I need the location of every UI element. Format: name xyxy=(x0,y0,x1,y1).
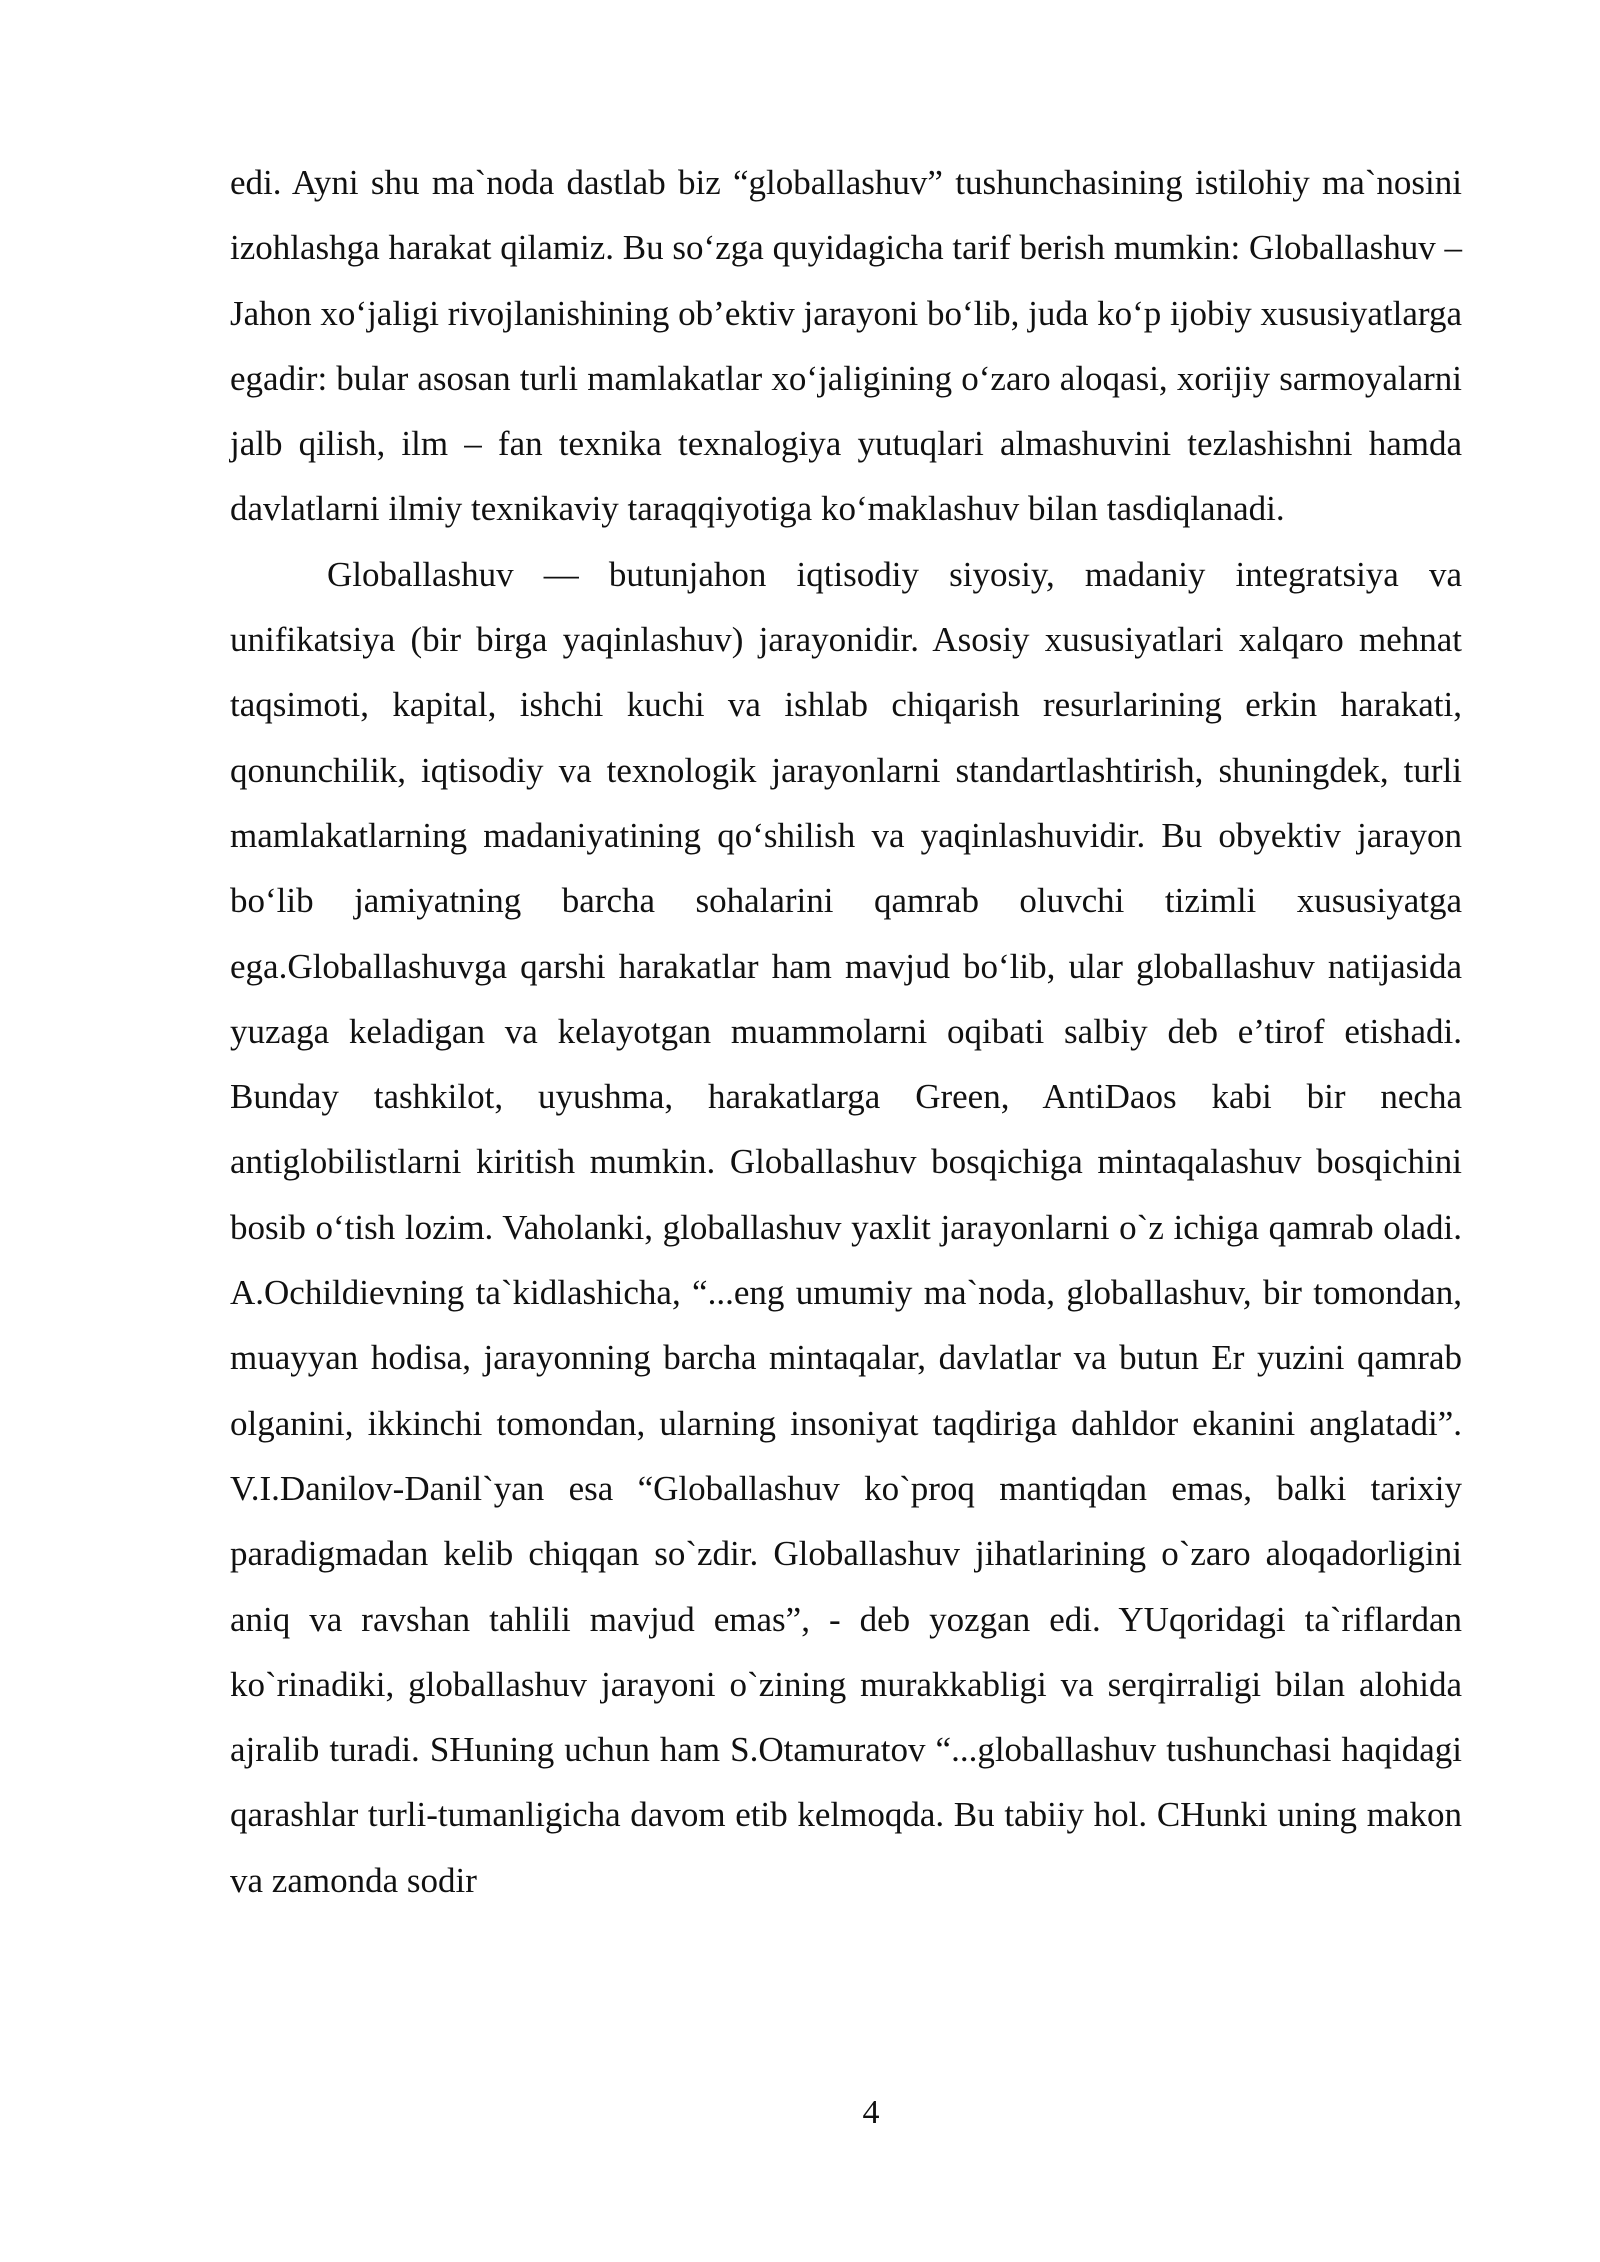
body-text xyxy=(230,150,1462,1913)
paragraph-1: edi. Ayni shu ma`noda dastlab biz “globallashuv” tushunchasining istilohiy ma`nosini izohlashga harakat qilamiz. Bu so‘zga quyidagicha tarif berish mumkin: Globallashuv – Jahon xo‘jaligi rivojlanishining ob’ektiv jarayoni bo‘lib, juda ko‘p ijobiy xususiyatlarga egadir: bular asosan turli mamlakatlar xo‘jaligining o‘zaro aloqasi, xorijiy sarmoyalarni jalb qilish, ilm – fan texnika texnalogiya yutuqlari almashuvini tezlashishni hamda davlatlarni ilmiy texnikaviy taraqqiyotiga ko‘maklashuv bilan tasdiqlanadi. xyxy=(230,163,1462,529)
page-number: 4 xyxy=(862,2094,880,2131)
paragraph-2: Globallashuv — butunjahon iqtisodiy siyosiy, madaniy integratsiya va unifikatsiya (bir birga yaqinlashuv) jarayonidir. Asosiy xususiyatlari xalqaro mehnat taqsimoti, kapital, ishchi kuchi va ishlab chiqarish resurlarining erkin harakati, qonunchilik, iqtisodiy va texnologik jarayonlarni standartlashtirish, shuningdek, turli mamlakatlarning madaniyatining qo‘shilish va yaqinlashuvidir. Bu obyektiv jarayon bo‘lib jamiyatning barcha sohalarini qamrab oluvchi tizimli xususiyatga ega.Globallashuvga qarshi harakatlar ham mavjud bo‘lib, ular globallashuv natijasida yuzaga keladigan va kelayotgan muammolarni oqibati salbiy deb e’tirof etishadi. Bunday tashkilot, uyushma, harakatlarga Green, AntiDaos kabi bir necha antiglobilistlarni kiritish mumkin. Globallashuv bosqichiga mintaqalashuv bosqichini bosib o‘tish lozim. Vaholanki, globallashuv yaxlit jarayonlarni o`z ichiga qamrab oladi. A.Ochildievning ta`kidlashicha, “...eng umumiy ma`noda, globallashuv, bir tomondan, muayyan hodisa, jarayonning barcha mintaqalar, davlatlar va butun Er yuzini qamrab olganini, ikkinchi tomondan, ularning insoniyat taqdiriga dahldor ekanini anglatadi”. V.I.Danilov-Danil`yan esa “Globallashuv ko`proq mantiqdan emas, balki tarixiy paradigmadan kelib chiqqan so`zdir. Globallashuv jihatlarining o`zaro aloqadorligini aniq va ravshan tahlili mavjud emas”, - deb yozgan edi. YUqoridagi ta`riflardan ko`rinadiki, globallashuv jarayoni o`zining murakkabligi va serqirraligi bilan alohida ajralib turadi. SHuning uchun ham S.Otamuratov “...globallashuv tushunchasi haqidagi qarashlar turli-tumanligicha davom etib kelmoqda. Bu tabiiy hol. CHunki uning makon va zamonda sodir xyxy=(230,554,1462,1900)
